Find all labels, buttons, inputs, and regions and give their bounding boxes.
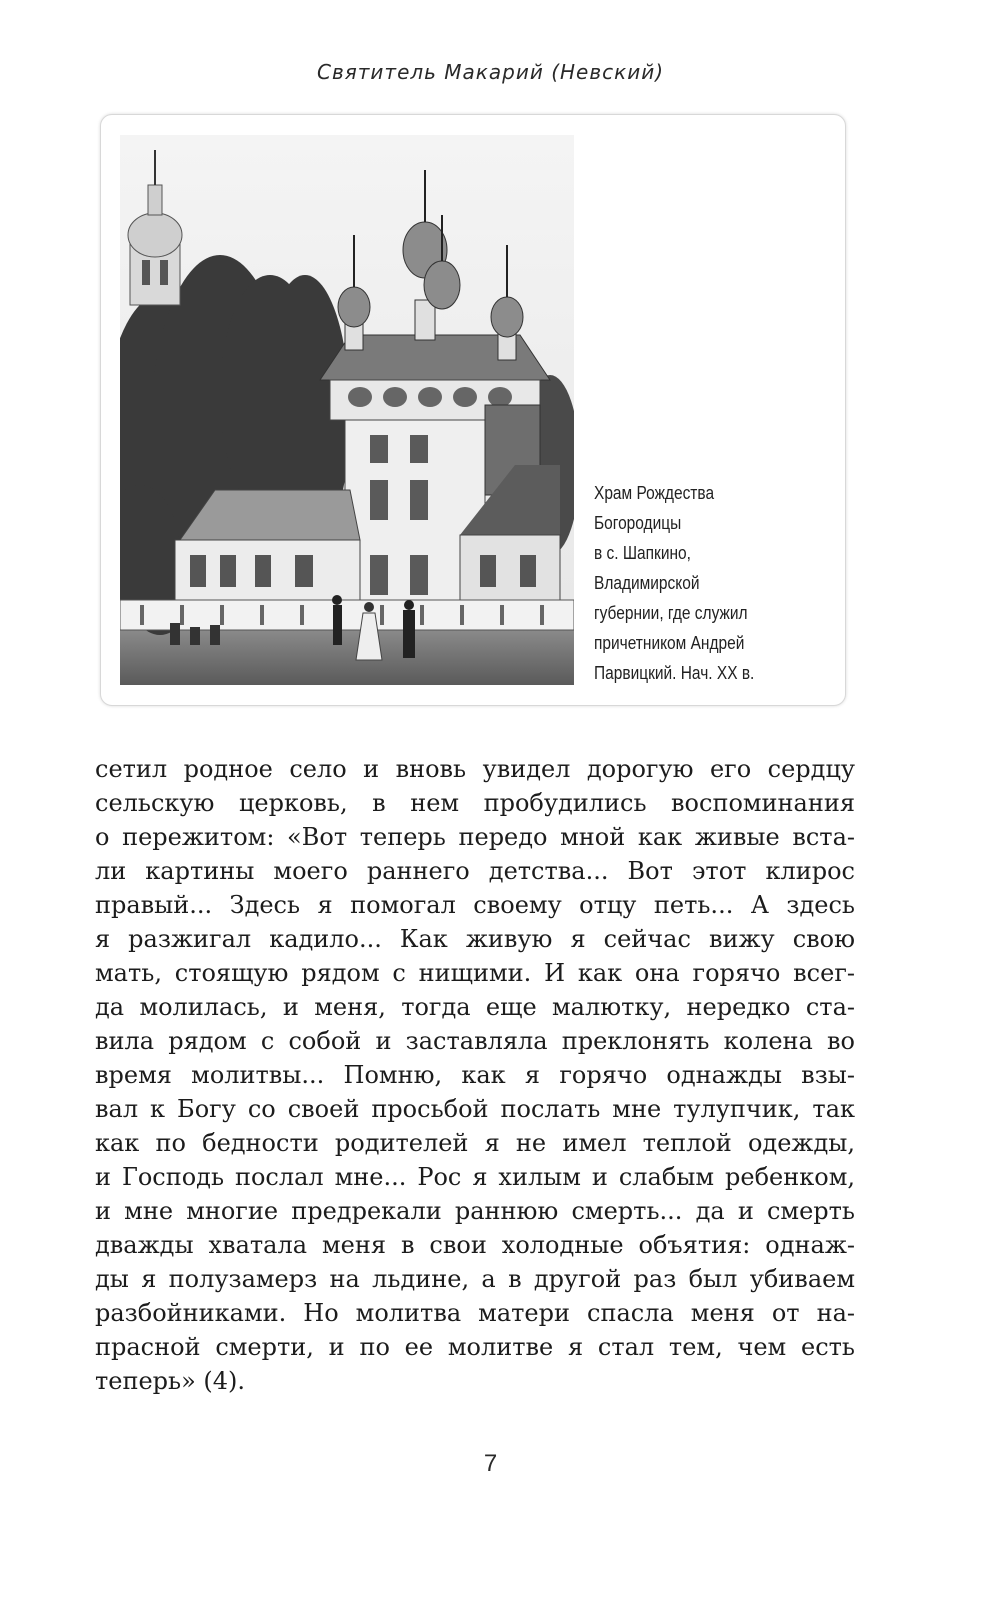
text-line: прасной смерти, и по ее молитве я стал тем, чем есть: [95, 1333, 855, 1361]
text-line: разбойниками. Но молитва матери спасла меня от на-: [95, 1299, 855, 1327]
text-line: и мне многие предрекали раннюю смерть... да и смерть: [95, 1197, 855, 1225]
text-line: время молитвы... Помню, как я горячо однажды взы-: [95, 1061, 855, 1089]
caption-line: Владимирской: [594, 573, 700, 593]
body-text: [95, 752, 855, 1398]
text-line: и Господь послал мне... Рос я хилым и слабым ребенком,: [95, 1163, 855, 1191]
text-line: вила рядом с собой и заставляла преклонять колена во: [95, 1027, 855, 1055]
text-line: дважды хватала меня в свои холодные объятия: однаж-: [95, 1231, 855, 1259]
text-line: теперь» (4).: [95, 1367, 246, 1395]
running-head: Святитель Макарий (Невский): [316, 60, 665, 84]
caption-line: губернии, где служил: [594, 603, 748, 623]
text-line: о пережитом: «Вот теперь передо мной как живые вста-: [95, 823, 855, 851]
text-line: сельскую церковь, в нем пробудились воспоминания: [95, 789, 855, 817]
text-line: вал к Богу со своей просьбой послать мне тулупчик, так: [95, 1095, 855, 1123]
caption-line: Парвицкий. Нач. XX в.: [594, 663, 755, 683]
caption-line: причетником Андрей: [594, 633, 745, 653]
figure-caption: [594, 478, 834, 688]
text-line: да молилась, и меня, тогда еще малютку, нередко ста-: [95, 993, 855, 1021]
caption-line: в с. Шапкино,: [594, 543, 691, 563]
text-line: мать, стоящую рядом с нищими. И как она горячо всег-: [95, 959, 855, 987]
text-line: сетил родное село и вновь увидел дорогую его сердцу: [95, 755, 855, 783]
text-line: ды я полузамерз на льдине, а в другой раз был убиваем: [95, 1265, 855, 1293]
text-line: я разжигал кадило... Как живую я сейчас вижу свою: [95, 925, 855, 953]
caption-line: Богородицы: [594, 513, 682, 533]
church-photo: [120, 135, 574, 685]
text-line: правый... Здесь я помогал своему отцу петь... А здесь: [95, 891, 855, 919]
text-line: как по бедности родителей я не имел теплой одежды,: [95, 1129, 855, 1157]
page-number: 7: [483, 1450, 498, 1477]
text-line: ли картины моего раннего детства... Вот этот клирос: [95, 857, 855, 885]
caption-line: Храм Рождества: [594, 483, 715, 503]
